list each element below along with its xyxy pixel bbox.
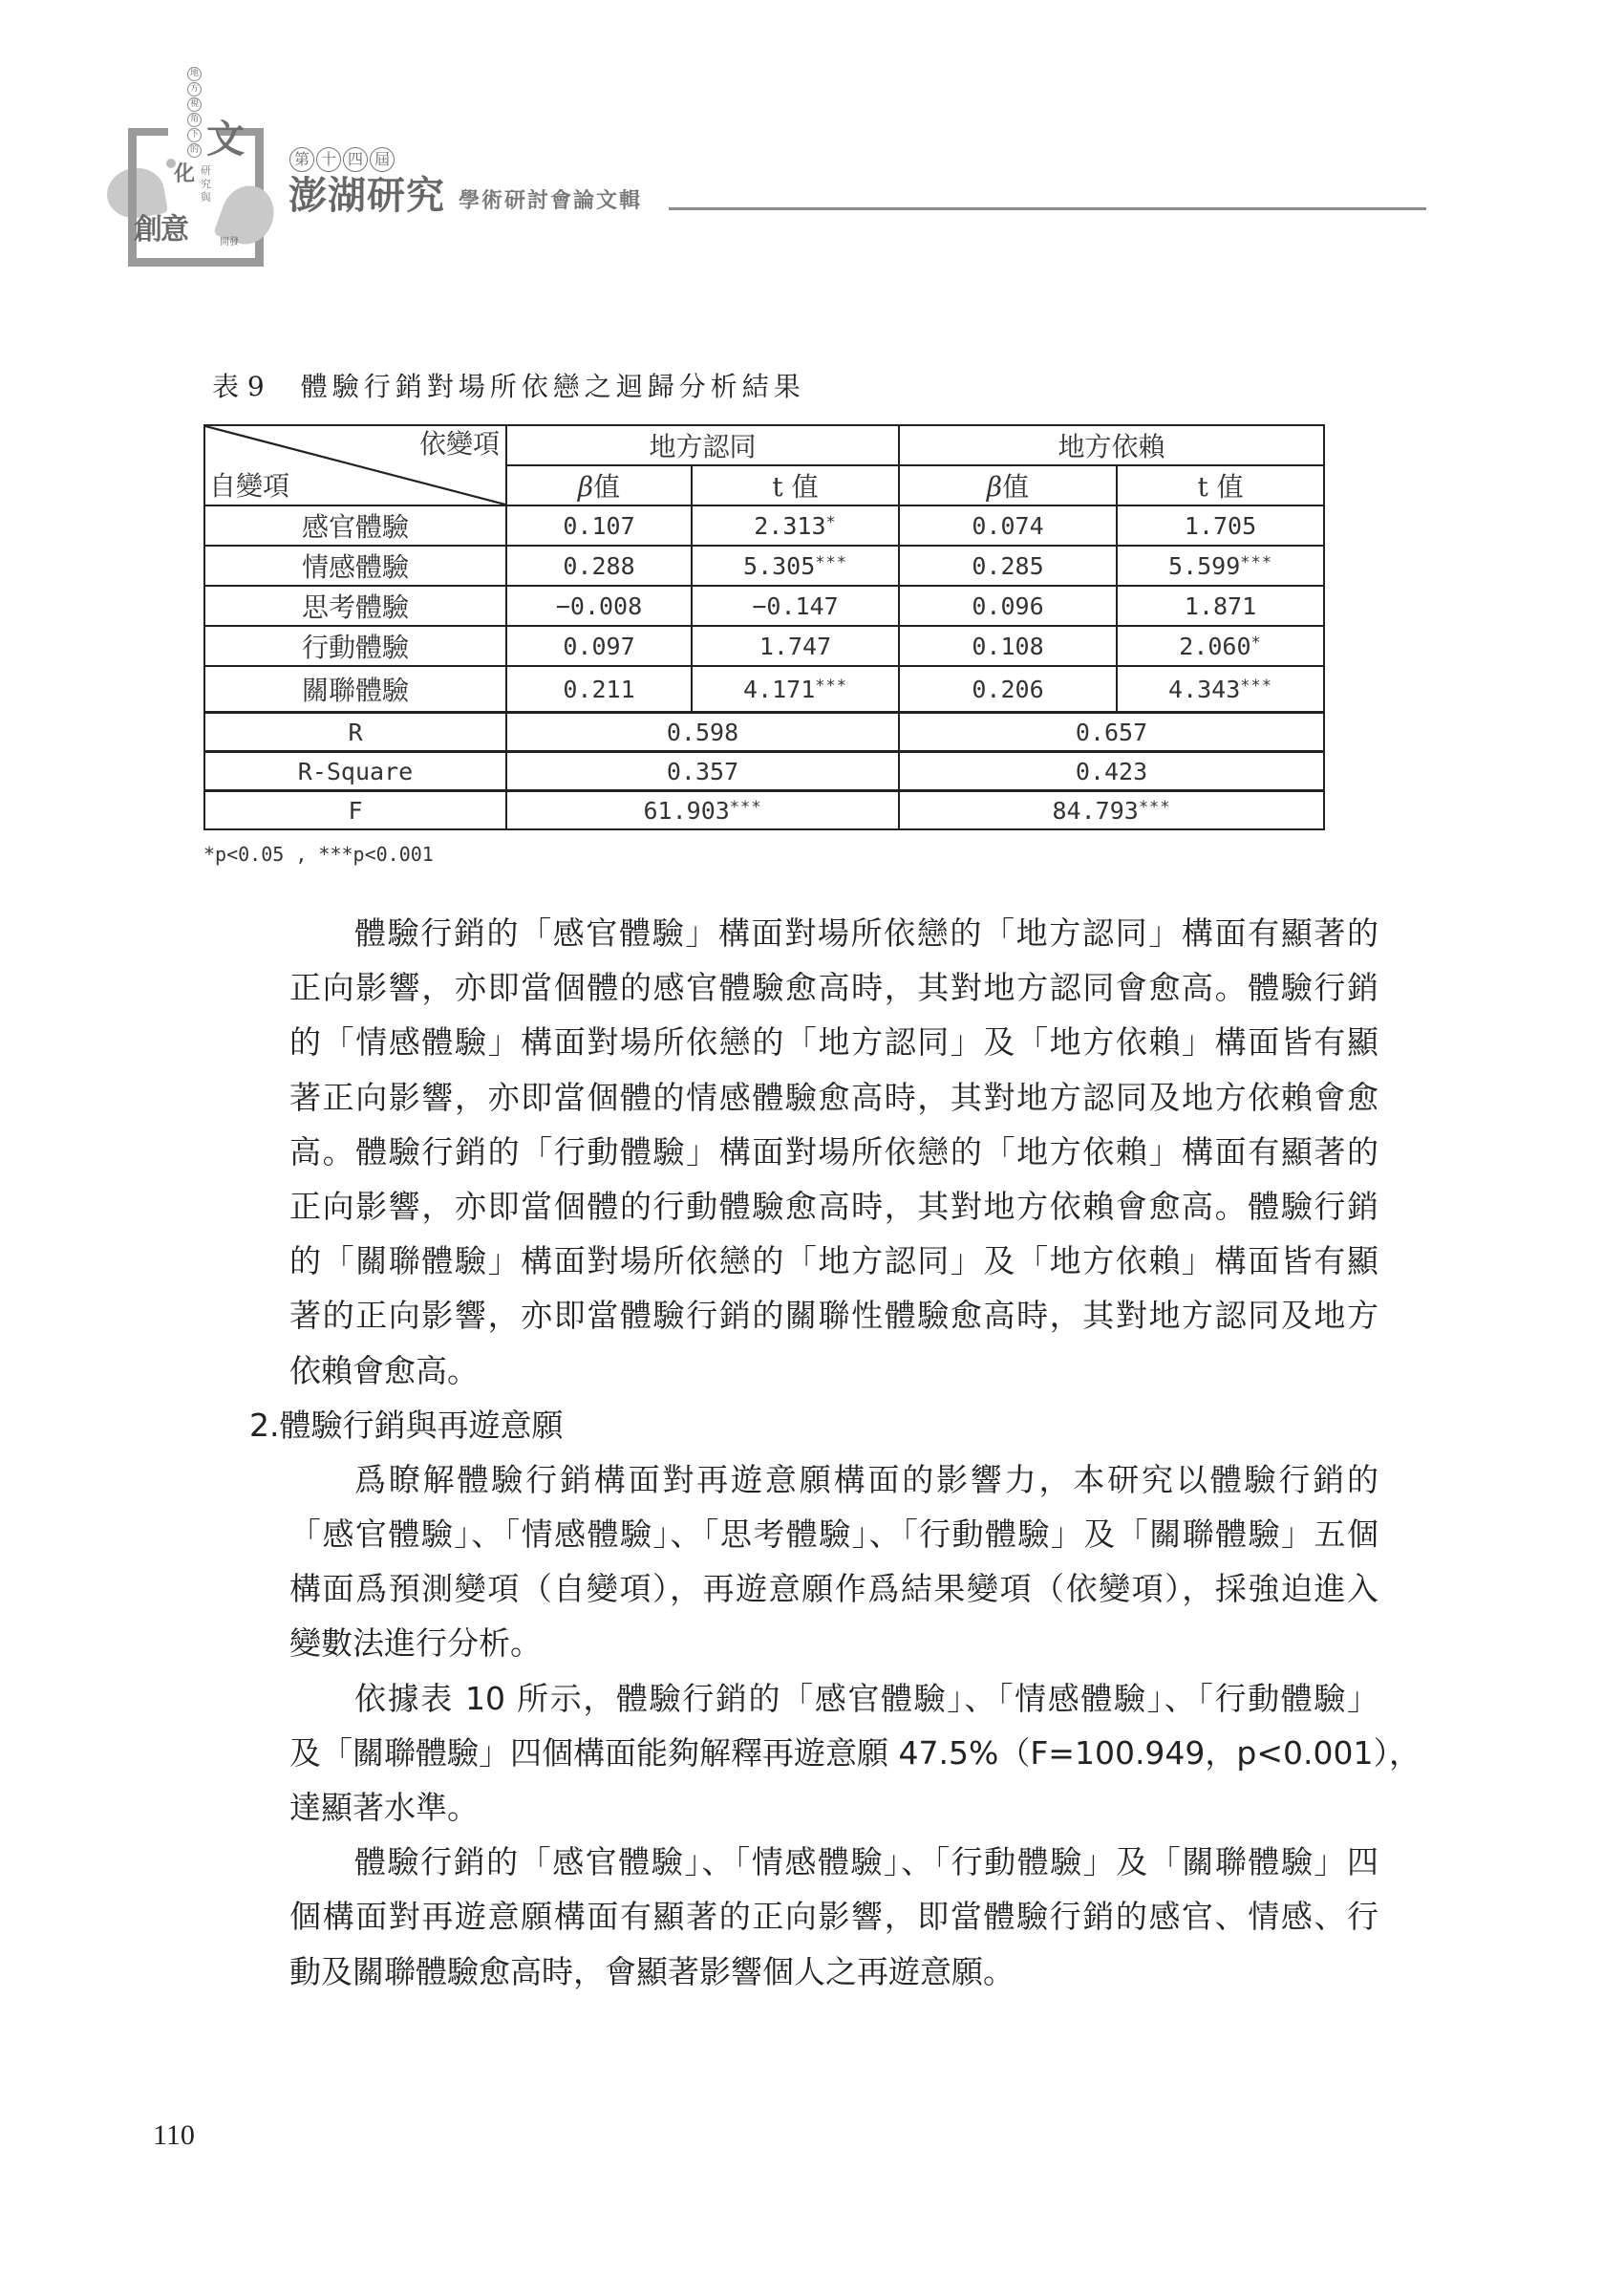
t-value <box>1117 626 1324 666</box>
t-number: 2.313 <box>754 511 826 540</box>
header-rule <box>669 207 1426 210</box>
session-char: 十 <box>316 147 341 172</box>
summary-identity <box>506 752 899 791</box>
table-number: 表 9 <box>212 371 265 402</box>
paragraph-2 <box>289 1452 1378 1671</box>
text-line: 及「關聯體驗」四個構面能夠解釋再遊意願 47.5%（F=100.949，p<0.001）， <box>289 1733 1421 1772</box>
text-line: 構面爲預測變項（自變項），再遊意願作爲結果變項（依變項），採強迫進入 <box>289 1570 1378 1608</box>
text-line: 依據表 10 所示，體驗行銷的「感官體驗」、「情感體驗」、「行動體驗」 <box>354 1679 1378 1717</box>
text-line: 依賴會愈高。 <box>289 1351 479 1389</box>
logo-char: 角 <box>187 113 202 127</box>
text-line: 達顯著水準。 <box>289 1789 479 1826</box>
table-footnote: *p<0.05 , ***p<0.001 <box>203 843 434 866</box>
session-badge <box>289 147 395 172</box>
text-line: 正向影響，亦即當個體的感官體驗愈高時，其對地方認同會愈高。體驗行銷 <box>289 969 1378 1007</box>
summary-label: R-Square <box>204 752 506 791</box>
session-char: 屆 <box>370 147 395 172</box>
t-number: 1.705 <box>1184 511 1257 540</box>
table-title: 體驗行銷對場所依戀之迴歸分析結果 <box>300 371 805 402</box>
row-label: 感官體驗 <box>204 505 506 546</box>
independent-var-label: 自變項 <box>209 470 290 502</box>
significance-mark: *** <box>1138 797 1171 817</box>
significance-mark: *** <box>729 797 762 817</box>
t-value <box>1117 666 1324 713</box>
table-row <box>204 505 1324 546</box>
significance-mark: * <box>825 512 837 532</box>
t-number: 4.171 <box>743 675 816 703</box>
logo-char: 的 <box>187 143 202 158</box>
significance-mark: *** <box>1240 552 1273 572</box>
t-value <box>692 586 899 626</box>
text-line: 體驗行銷的「感官體驗」構面對場所依戀的「地方認同」構面有顯著的 <box>354 914 1378 952</box>
text-line: 高。體驗行銷的「行動體驗」構面對場所依戀的「地方依賴」構面有顯著的 <box>289 1132 1378 1171</box>
beta-value: 0.074 <box>899 505 1117 546</box>
summary-row-r <box>204 713 1324 752</box>
logo-char: 研 <box>201 164 211 177</box>
row-label: 情感體驗 <box>204 546 506 586</box>
summary-dependence <box>899 752 1324 791</box>
t-value <box>1117 546 1324 586</box>
text-line: 的「關聯體驗」構面對場所依戀的「地方認同」及「地方依賴」構面皆有顯 <box>289 1242 1378 1280</box>
summary-label: F <box>204 791 506 830</box>
conference-logo <box>107 63 269 264</box>
body-text <box>249 906 1421 1999</box>
table-row <box>204 666 1324 713</box>
beta-value: 0.206 <box>899 666 1117 713</box>
logo-yanjiu-yu <box>201 164 214 204</box>
t-header: t 值 <box>692 465 899 505</box>
t-number: 5.599 <box>1168 551 1241 580</box>
text-line: 著正向影響，亦即當個體的情感體驗愈高時，其對地方認同及地方依賴會愈 <box>289 1078 1378 1116</box>
page-number: 110 <box>153 2119 195 2151</box>
significance-mark: *** <box>1240 676 1273 696</box>
row-label: 關聯體驗 <box>204 666 506 713</box>
text-line: 「感官體驗」、「情感體驗」、「思考體驗」、「行動體驗」及「關聯體驗」五個 <box>289 1515 1378 1554</box>
significance-mark: * <box>1250 633 1262 653</box>
logo-char: 下 <box>187 128 202 142</box>
beta-value: 0.108 <box>899 626 1117 666</box>
regression-table <box>203 424 1325 830</box>
summary-identity <box>506 713 899 752</box>
beta-symbol: β <box>577 471 594 503</box>
table-header-row <box>204 425 1324 465</box>
table-row <box>204 626 1324 666</box>
t-value <box>692 505 899 546</box>
beta-value: 0.096 <box>899 586 1117 626</box>
t-value <box>1117 586 1324 626</box>
beta-label: 值 <box>593 471 621 503</box>
text-line: 個構面對再遊意願構面有顯著的正向影響，即當體驗行銷的感官、情感、行 <box>289 1898 1378 1936</box>
logo-kaifa: 開發 <box>220 237 239 247</box>
text-line: 著的正向影響，亦即當體驗行銷的關聯性體驗愈高時，其對地方認同及地方 <box>289 1297 1378 1335</box>
section-heading: 2.體驗行銷與再遊意願 <box>249 1406 564 1444</box>
t-value <box>1117 505 1324 546</box>
journal-subtitle: 學術研討會論文輯 <box>459 188 643 213</box>
logo-char: 與 <box>201 191 211 204</box>
table-caption <box>212 371 805 403</box>
dependent-var-label: 依變項 <box>418 428 500 460</box>
text-line: 動及關聯體驗愈高時，會顯著影響個人之再遊意願。 <box>289 1952 1015 1990</box>
group-header-dependence: 地方依賴 <box>899 425 1324 465</box>
summary-dependence <box>899 791 1324 830</box>
row-label: 行動體驗 <box>204 626 506 666</box>
beta-header <box>506 465 692 505</box>
summary-label: R <box>204 713 506 752</box>
t-value <box>692 626 899 666</box>
t-number: 5.305 <box>743 551 816 580</box>
summary-row-f <box>204 791 1324 830</box>
paragraph-3 <box>289 1671 1421 1836</box>
text-line: 正向影響，亦即當個體的行動體驗愈高時，其對地方依賴會愈高。體驗行銷 <box>289 1187 1378 1225</box>
beta-symbol: β <box>986 471 1003 503</box>
t-number: 4.343 <box>1168 675 1241 703</box>
table-row <box>204 546 1324 586</box>
summary-value: 61.903 <box>643 796 730 825</box>
summary-value: 0.423 <box>1075 757 1148 785</box>
corner-cell <box>204 425 506 505</box>
beta-value: 0.097 <box>506 626 692 666</box>
text-line: 爲瞭解體驗行銷構面對再遊意願構面的影響力，本研究以體驗行銷的 <box>354 1460 1378 1498</box>
significance-mark: *** <box>815 552 847 572</box>
summary-value: 0.657 <box>1075 718 1148 746</box>
beta-value: 0.107 <box>506 505 692 546</box>
logo-circled-text <box>187 67 203 159</box>
t-number: 1.747 <box>759 632 832 660</box>
beta-value: 0.211 <box>506 666 692 713</box>
group-header-identity: 地方認同 <box>506 425 899 465</box>
row-label: 思考體驗 <box>204 586 506 626</box>
logo-char: 地 <box>187 67 202 81</box>
logo-chuangyi: 創意 <box>134 213 187 247</box>
t-number: 1.871 <box>1184 591 1257 620</box>
logo-char: 方 <box>187 82 202 97</box>
paragraph-4 <box>289 1835 1378 1999</box>
t-header: t 值 <box>1117 465 1324 505</box>
table-row <box>204 586 1324 626</box>
summary-identity <box>506 791 899 830</box>
significance-mark: *** <box>815 676 847 696</box>
session-char: 四 <box>343 147 368 172</box>
beta-label: 值 <box>1002 471 1030 503</box>
text-line: 變數法進行分析。 <box>289 1624 542 1663</box>
beta-value: 0.288 <box>506 546 692 586</box>
beta-value: −0.008 <box>506 586 692 626</box>
summary-row-r-square <box>204 752 1324 791</box>
t-number: −0.147 <box>752 591 839 620</box>
logo-char: 究 <box>201 178 211 190</box>
logo-hua: 化 <box>174 161 196 186</box>
logo-wen: 文 <box>206 117 245 161</box>
session-char: 第 <box>289 147 314 172</box>
summary-value: 84.793 <box>1052 796 1139 825</box>
beta-header <box>899 465 1117 505</box>
t-value <box>692 546 899 586</box>
journal-title: 澎湖研究 <box>288 173 445 218</box>
t-value <box>692 666 899 713</box>
summary-dependence <box>899 713 1324 752</box>
text-line: 體驗行銷的「感官體驗」、「情感體驗」、「行動體驗」及「關聯體驗」四 <box>354 1843 1378 1881</box>
t-number: 2.060 <box>1179 632 1251 660</box>
beta-value: 0.285 <box>899 546 1117 586</box>
paragraph-1 <box>289 906 1378 1398</box>
text-line: 的「情感體驗」構面對場所依戀的「地方認同」及「地方依賴」構面皆有顯 <box>289 1023 1378 1062</box>
summary-value: 0.357 <box>666 757 739 785</box>
logo-char: 視 <box>187 97 202 112</box>
summary-value: 0.598 <box>666 718 739 746</box>
